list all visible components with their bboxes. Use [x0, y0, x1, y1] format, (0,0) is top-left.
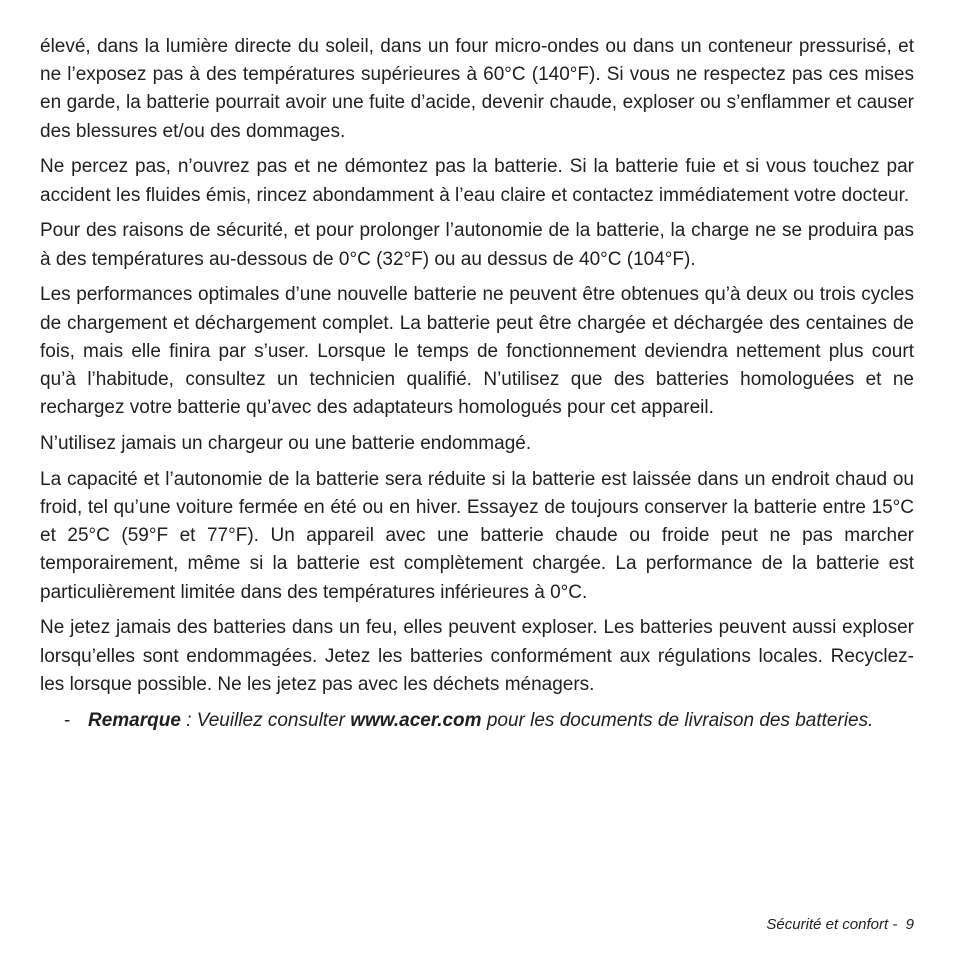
note-text-before: : Veuillez consulter	[180, 709, 351, 731]
note-dash: -	[64, 709, 71, 731]
paragraph-battery-heat-warning: élevé, dans la lumière directe du soleil, dans un four micro-ondes ou dans un conteneur pressurisé, et ne l’exposez pas à des températures supérieures à 60°C (140°F). Si vous ne respectez pas ces mises en garde, la batterie pourrait avoir une fuite d’acide, devenir chaude, exploser ou s’enflammer et causer des blessures et/ou des dommages.	[40, 36, 914, 142]
note-remark	[40, 707, 914, 735]
paragraph-damaged-charger: N’utilisez jamais un chargeur ou une batterie endommagé.	[40, 433, 532, 455]
note-link[interactable]: www.acer.com	[350, 709, 482, 731]
paragraph-performance-cycles: Les performances optimales d’une nouvelle batterie ne peuvent être obtenues qu’à deux ou trois cycles de chargement et déchargement complet. La batterie peut être chargée et déchargée des centaines de fois, mais elle finira par s’user. Lorsque le temps de fonctionnement deviendra nettement plus court qu’à l’habitude, consultez un technicien qualifié. N’utilisez que des batteries homologuées et ne rechargez votre batterie qu’avec des adaptateurs homologués pour cet appareil.	[40, 284, 914, 419]
paragraph-do-not-puncture: Ne percez pas, n’ouvrez pas et ne démontez pas la batterie. Si la batterie fuie et si vous touchez par accident les fluides émis, rincez abondamment à l’eau claire et contactez immédiatement votre docteur.	[40, 156, 914, 206]
paragraph-charge-temperature: Pour des raisons de sécurité, et pour prolonger l’autonomie de la batterie, la charge ne se produira pas à des températures au-dessous de 0°C (32°F) ou au dessus de 40°C (104°F).	[40, 220, 914, 270]
page-footer: Sécurité et confort - 9	[766, 916, 914, 933]
note-label: Remarque	[88, 709, 181, 731]
document-body	[40, 33, 914, 735]
note-text-after: pour les documents de livraison des batteries.	[481, 709, 874, 731]
paragraph-disposal: Ne jetez jamais des batteries dans un feu, elles peuvent exploser. Les batteries peuvent aussi exploser lorsqu’elles sont endommagées. Jetez les batteries conformément aux régulations locales. Recyclez-les lorsque possible. Ne les jetez pas avec les déchets ménagers.	[40, 617, 914, 695]
paragraph-capacity-temperature: La capacité et l’autonomie de la batterie sera réduite si la batterie est laissée dans un endroit chaud ou froid, tel qu’une voiture fermée en été ou en hiver. Essayez de toujours conserver la batterie entre 15°C et 25°C (59°F et 77°F). Un appareil avec une batterie chaude ou froide peut ne pas marcher temporairement, même si la batterie est complètement chargée. La performance de la batterie est particulièrement limitée dans des températures inférieures à 0°C.	[40, 468, 914, 603]
